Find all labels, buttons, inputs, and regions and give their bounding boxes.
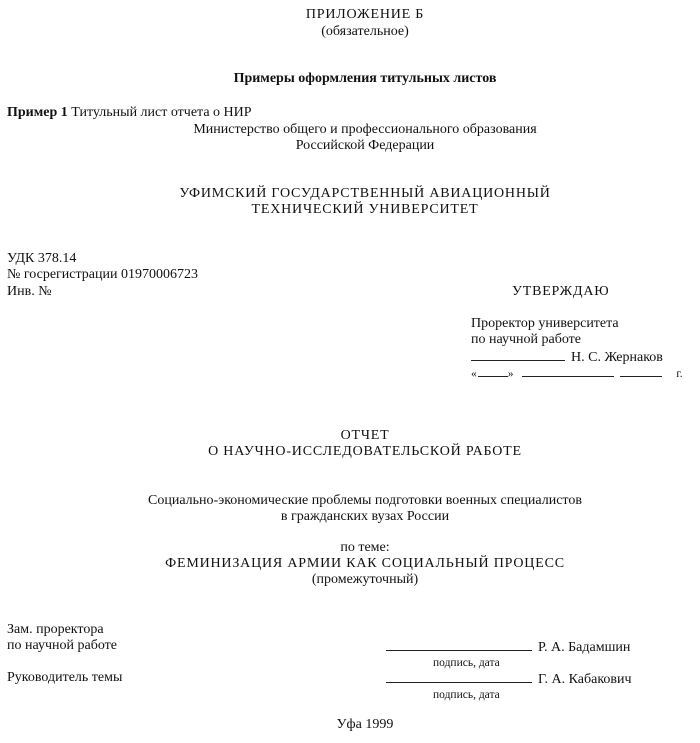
theme-stage: (промежуточный) <box>311 572 419 587</box>
signature-2-line <box>386 670 632 688</box>
signature-2-blank <box>386 670 532 683</box>
approver-name: Н. С. Жернаков <box>571 350 663 365</box>
quote-open: « <box>471 368 477 380</box>
signature-1-blank <box>386 638 532 651</box>
quote-close: » <box>507 368 514 380</box>
ministry-line2: Российской Федерации <box>295 138 435 153</box>
example-label: Пример 1 <box>7 105 68 120</box>
month-blank <box>522 364 614 377</box>
example-line <box>7 105 252 121</box>
signature-blank <box>471 348 565 361</box>
inventory-number: Инв. № <box>7 284 52 299</box>
signature-1-caption: подпись, дата <box>433 657 500 669</box>
signature-1-role-line1: Зам. проректора <box>7 622 104 637</box>
udk-label: УДК 378.14 <box>7 251 77 266</box>
university-line1: УФИМСКИЙ ГОСУДАРСТВЕННЫЙ АВИАЦИОННЫЙ <box>179 186 551 201</box>
signature-1-line <box>386 638 630 656</box>
section-title: Примеры оформления титульных листов <box>233 71 497 86</box>
approval-date-line <box>471 364 683 382</box>
ministry-line1: Министерство общего и профессионального образования <box>193 122 537 137</box>
theme-prefix: по теме: <box>340 540 390 555</box>
approval-heading: УТВЕРЖДАЮ <box>512 284 610 299</box>
approver-position-line2: по научной работе <box>471 332 581 347</box>
report-title-line2: О НАУЧНО-ИССЛЕДОВАТЕЛЬСКОЙ РАБОТЕ <box>208 444 522 459</box>
theme-title: ФЕМИНИЗАЦИЯ АРМИИ КАК СОЦИАЛЬНЫЙ ПРОЦЕСС <box>165 556 565 571</box>
year-suffix: г. <box>676 368 683 380</box>
appendix-note: (обязательное) <box>321 24 409 39</box>
year-blank <box>620 364 662 377</box>
topic-area-line1: Социально-экономические проблемы подготовки военных специалистов <box>148 493 582 508</box>
university-line2: ТЕХНИЧЕСКИЙ УНИВЕРСИТЕТ <box>251 202 479 217</box>
appendix-title: ПРИЛОЖЕНИЕ Б <box>305 7 425 22</box>
registration-number: № госрегистрации 01970006723 <box>7 267 198 282</box>
signature-1-name: Р. А. Бадамшин <box>538 640 631 655</box>
signature-2-name: Г. А. Кабакович <box>538 672 632 687</box>
example-text: Титульный лист отчета о НИР <box>71 105 252 120</box>
day-blank <box>478 364 508 377</box>
city-year: Уфа 1999 <box>336 717 394 732</box>
signature-2-caption: подпись, дата <box>433 689 500 701</box>
topic-area-line2: в гражданских вузах России <box>280 509 450 524</box>
signature-2-role-line1: Руководитель темы <box>7 670 123 685</box>
signature-1-role-line2: по научной работе <box>7 638 117 653</box>
report-title-line1: ОТЧЕТ <box>340 428 390 443</box>
approver-position-line1: Проректор университета <box>471 316 619 331</box>
